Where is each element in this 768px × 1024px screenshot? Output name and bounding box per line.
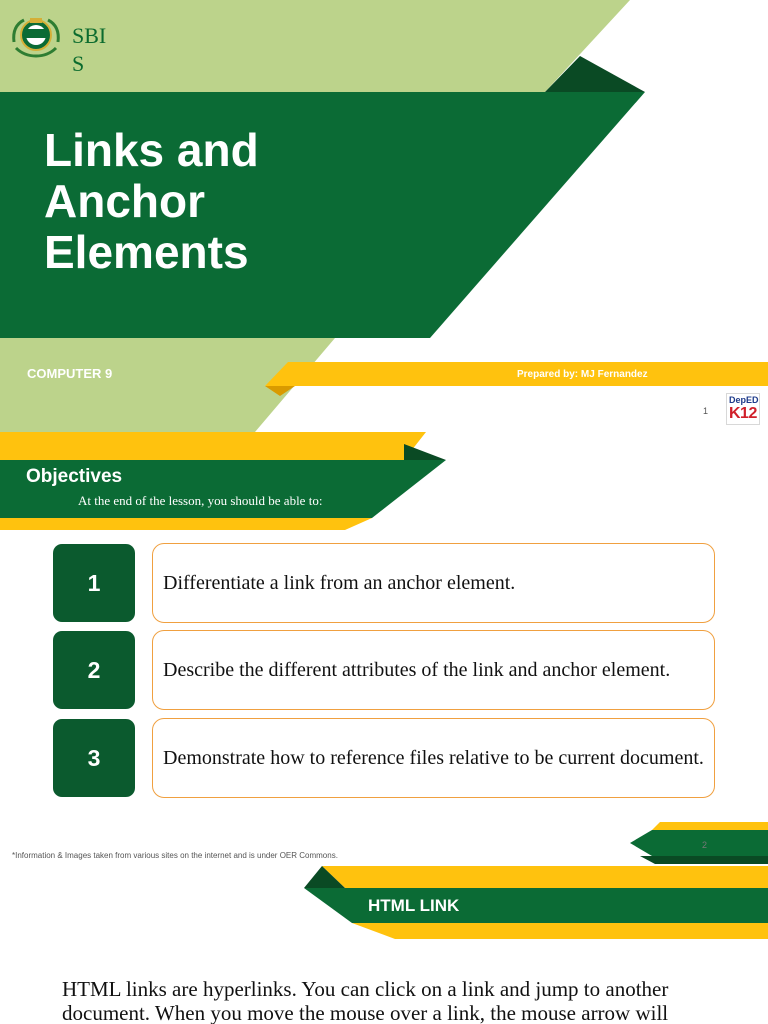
slide-title: Links and Anchor Elements [44, 124, 259, 278]
school-seal-logo [10, 12, 62, 58]
gold-bottom-ribbon [352, 923, 768, 939]
objective-text-1 [152, 543, 715, 623]
deped-k12-logo [726, 393, 760, 425]
objective-text-3 [152, 718, 715, 798]
html-link-slide [0, 864, 768, 1024]
green-corner-ribbon [630, 830, 768, 856]
gold-top-ribbon [322, 866, 768, 888]
slide-number: 2 [702, 840, 708, 850]
title-slide [0, 0, 768, 432]
objective-label: Describe the different attributes of the link and anchor element. [163, 658, 671, 681]
school-name: SBIS [72, 23, 107, 76]
dark-corner-ribbon [640, 856, 768, 864]
source-footnote: *Information & Images taken from various sites on the internet and is under OER Commons. [12, 851, 338, 860]
gold-bottom-ribbon [0, 518, 372, 530]
prepared-by-label: Prepared by: MJ Fernandez [517, 369, 648, 380]
gold-top-ribbon [0, 432, 426, 460]
objective-number-3: 3 [53, 719, 135, 797]
course-label: COMPUTER 9 [27, 366, 113, 381]
objectives-slide [0, 432, 768, 864]
gold-corner-ribbon [652, 822, 768, 830]
objective-text-2 [152, 630, 715, 710]
body-text: HTML links are hyperlinks. You can click on a link and jump to another document. When you move the mouse over a link, the mouse arrow will [62, 977, 669, 1024]
objective-number-1: 1 [53, 544, 135, 622]
deped-logo-text: DepED [729, 395, 759, 405]
objectives-heading: Objectives [26, 466, 123, 487]
objective-label: Differentiate a link from an anchor element. [163, 571, 516, 594]
k12-logo-text: K12 [729, 405, 757, 422]
slide-number: 1 [703, 406, 709, 416]
objectives-intro: At the end of the lesson, you should be able to: [78, 493, 323, 508]
section-title: HTML LINK [368, 896, 460, 915]
objective-label: Demonstrate how to reference files relative to be current document. [163, 746, 704, 769]
objective-number-2: 2 [53, 631, 135, 709]
